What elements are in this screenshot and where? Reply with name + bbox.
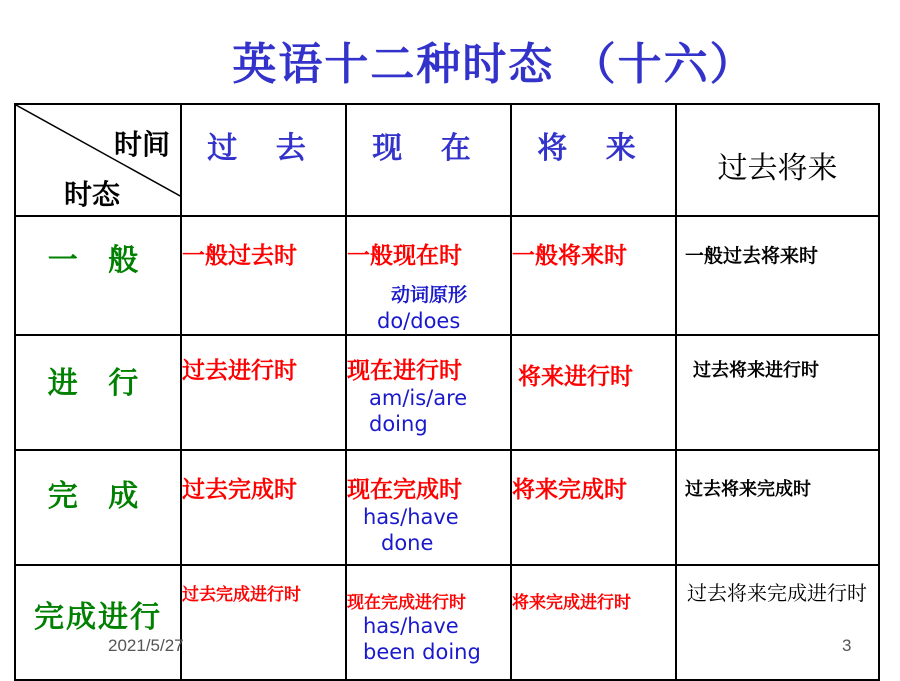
footer-date: 2021/5/27 xyxy=(108,636,184,655)
cell-present-progressive xyxy=(346,335,511,450)
cell-simple-future xyxy=(511,216,676,335)
row-header-perfect-progressive: 完成进行 xyxy=(15,565,181,680)
cell-past-perfect xyxy=(181,450,346,565)
cell-future-perfect-progressive xyxy=(511,565,676,680)
tense-name: 现在进行时 xyxy=(347,358,462,384)
row-header-perfect: 完 成 xyxy=(15,450,181,565)
row-header-simple: 一 般 xyxy=(15,216,181,335)
corner-label-tense: 时态 xyxy=(64,178,121,211)
tense-name: 过去完成进行时 xyxy=(182,585,301,605)
tense-name: 现在完成进行时 xyxy=(347,593,466,613)
form-note: has/have xyxy=(363,505,459,529)
form-note: do/does xyxy=(377,309,461,333)
slide-title: 英语十二种时态 （十六） xyxy=(232,39,756,90)
tense-name: 过去将来完成进行时 xyxy=(687,581,867,605)
tense-name: 将来完成进行时 xyxy=(512,593,631,613)
form-note: doing xyxy=(369,412,428,436)
form-note: has/have xyxy=(363,614,459,638)
cell-simple-present xyxy=(346,216,511,335)
cell-future-perfect xyxy=(511,450,676,565)
cell-past-future-perfect xyxy=(676,450,879,565)
tense-name: 过去完成时 xyxy=(182,477,297,503)
cell-past-future-progressive xyxy=(676,335,879,450)
cell-past-perfect-progressive xyxy=(181,565,346,680)
corner-label-time: 时间 xyxy=(113,128,170,161)
tense-name: 一般现在时 xyxy=(347,243,462,269)
tense-name: 一般过去将来时 xyxy=(685,245,819,267)
tense-name: 一般将来时 xyxy=(512,243,627,269)
tense-name: 过去将来完成时 xyxy=(685,479,811,500)
tense-name: 过去将来进行时 xyxy=(693,360,819,381)
form-note: am/is/are xyxy=(369,386,468,410)
column-header-past: 过 去 xyxy=(181,104,346,216)
form-note: been doing xyxy=(363,640,481,664)
column-header-past-future: 过去将来 xyxy=(676,104,879,216)
header-corner-cell xyxy=(15,104,181,216)
page-number: 3 xyxy=(842,636,852,655)
cell-present-perfect xyxy=(346,450,511,565)
cell-past-progressive xyxy=(181,335,346,450)
tense-name: 过去进行时 xyxy=(182,358,297,384)
tense-name: 将来进行时 xyxy=(518,364,633,390)
cell-future-progressive xyxy=(511,335,676,450)
cell-simple-past xyxy=(181,216,346,335)
tense-name: 将来完成时 xyxy=(512,477,627,503)
row-header-progressive: 进 行 xyxy=(15,335,181,450)
tense-table xyxy=(14,103,880,681)
cell-present-perfect-progressive xyxy=(346,565,511,680)
tense-name: 一般过去时 xyxy=(182,243,297,269)
form-note: done xyxy=(381,531,434,555)
column-header-present: 现 在 xyxy=(346,104,511,216)
tense-name: 现在完成时 xyxy=(347,477,462,503)
form-note: 动词原形 xyxy=(391,284,468,306)
cell-simple-past-future xyxy=(676,216,879,335)
cell-past-future-perfect-progressive xyxy=(676,565,879,680)
column-header-future: 将 来 xyxy=(511,104,676,216)
